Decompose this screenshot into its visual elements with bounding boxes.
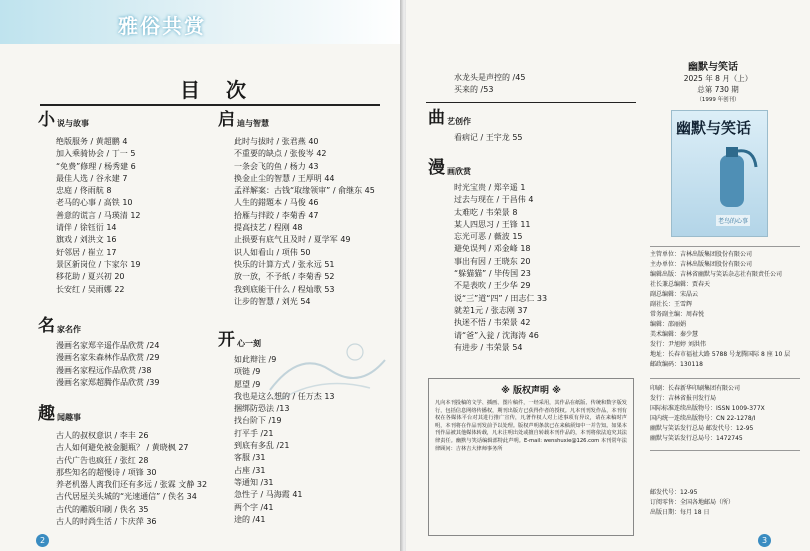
info-block-editorial (650, 250, 790, 370)
list-item[interactable]: 快乐的计算方式 / 张永远 51 (234, 259, 335, 269)
list-item[interactable]: 到底有多乱 /21 (234, 441, 290, 451)
header-banner (0, 0, 404, 44)
list-item[interactable]: 孟祥解案：古钱“取缘领审” / 俞继东 45 (234, 186, 375, 196)
title-rule (40, 104, 380, 106)
list-item[interactable]: 急性子 / 马海霞 41 (234, 490, 303, 500)
trivia-list (56, 430, 207, 528)
list-item[interactable]: 买来的 /53 (454, 85, 494, 95)
list-item[interactable]: 不是表吹 / 王少华 29 (454, 281, 531, 291)
list-item[interactable]: 忘光可恶 / 薇波 15 (454, 232, 523, 242)
fun-list (234, 354, 335, 526)
comics-list (454, 182, 547, 354)
list-item[interactable]: 提高技艺 / 程刚 48 (234, 223, 303, 233)
list-item[interactable]: 请伴 / 徐钰衍 14 (56, 223, 117, 233)
issue-date: 2025 年 8 月（上） (683, 74, 753, 83)
info-line-item: 社长兼总编辑：贾春天 (650, 281, 711, 288)
info-line-item: 主办单位：吉林出版集团股份有限公司 (650, 261, 753, 268)
list-item[interactable]: 有进步 / 韦荣景 54 (454, 342, 523, 352)
list-item[interactable]: 善意的谎言 / 马瑛清 12 (56, 210, 141, 220)
cover-logo: 幽默与笑话 (676, 119, 752, 137)
list-item[interactable]: 景区新岗位 / 卞家尔 19 (56, 259, 141, 269)
list-item[interactable]: 项链 /9 (234, 367, 261, 377)
list-item[interactable]: 人生的錯題本 / 马俊 46 (234, 198, 319, 208)
list-item[interactable]: “免费”修理 / 杨秀建 6 (56, 161, 136, 171)
list-item[interactable]: 找台阶下 /19 (234, 416, 282, 426)
list-item[interactable]: 不重要的缺点 / 张俊岑 42 (234, 149, 327, 159)
divider (650, 246, 800, 247)
info-line-item: 印刷：长春新华印刷集团有限公司 (650, 385, 741, 392)
list-item[interactable]: 识人如看山 / 项伟 50 (234, 247, 311, 257)
opera-list (454, 132, 523, 144)
info-line-item: 出版日期：每月 18 日 (650, 509, 710, 516)
info-line-item: 幽默与笑话发行总局号：1472745 (650, 435, 743, 442)
list-item[interactable]: 水龙头是声控的 /45 (454, 73, 526, 82)
list-item[interactable]: 愿望 /9 (234, 379, 261, 389)
list-item[interactable]: 旗戏 / 刘洪文 16 (56, 235, 117, 245)
cover-thumbnail[interactable] (671, 110, 768, 237)
list-item[interactable]: 漫画名家朱森林作品欣赏 /29 (56, 353, 160, 363)
copyright-notice (428, 378, 634, 536)
section-header-fiction: 小 说与故事 (38, 110, 89, 130)
copyright-body: 凡向本刊投稿的文学、插画、图片稿件，一经采用，其作品在纸版、传统和数字版发行，包括信息网络传播权，期刊出版方已获得作者的授权。凡本刊刊发作品，本刊有权在各媒体平台对其进行推广宣传，凡著作权人对上述事项有异议，请在来稿时声明，本刊将在作品刊发前予以处理。版权声明条款已在来稿须知中一并告知。如果本刊作品被其他媒体转载，凡未注明出处或擅自转载本刊作品的，本刊将依法追究其法律责任。幽默与笑话编辑部特此声明。E-mail: wenshuxie@126.com 本刊常年法律顾问：吉林吉大律师事务所 (435, 400, 627, 452)
info-line-item: 幽默与笑话发行总局 邮发代号：12-95 (650, 425, 754, 432)
masters-list (56, 340, 159, 389)
divider (650, 378, 800, 379)
list-item[interactable]: 占座 /31 (234, 465, 266, 475)
section-header-opera: 曲 艺创作 (428, 108, 471, 128)
list-item[interactable]: 漫画名家郑辛遥作品欣赏 /24 (56, 341, 160, 350)
list-item[interactable]: 太难吃 / 韦荣景 8 (454, 207, 518, 217)
section-header-masters: 名 家名作 (38, 316, 81, 336)
list-item[interactable]: 时光宝贵 / 郑辛遥 1 (454, 183, 526, 192)
list-item[interactable]: 移花助 / 夏兴初 20 (56, 272, 125, 282)
list-item[interactable]: 避免误判 / 邓金峰 18 (454, 244, 531, 254)
info-line-item: 发行：尹旭婷 刘洪伟 (650, 341, 706, 348)
list-item[interactable]: 就差1元 / 张志刚 37 (454, 305, 528, 315)
founded-year: （1999 年创刊） (696, 97, 740, 103)
list-item[interactable]: 等通知 /31 (234, 477, 274, 487)
section-header-wisdom: 启 迪与智慧 (218, 110, 269, 130)
issue-number: 总第 730 期 (697, 85, 739, 94)
copyright-title: ※ 版权声明 ※ (501, 386, 561, 396)
info-block-distribution (650, 488, 734, 518)
banner-title: 雅俗共赏 (118, 14, 206, 38)
list-item[interactable]: 如此辩注 /9 (234, 355, 277, 364)
section-header-fun: 开 心一刻 (218, 330, 261, 350)
cover-caption: 老鸟的心事 (716, 215, 750, 226)
list-item[interactable]: 忠庭 / 佟雨航 8 (56, 186, 112, 196)
wisdom-list (234, 136, 375, 308)
list-item[interactable]: 换金止尘的智慧 / 王厚明 44 (234, 173, 335, 183)
list-item[interactable]: 过去与现在 / 于昌伟 4 (454, 195, 534, 205)
info-line-item: 副总编辑：宋晶云 (650, 291, 699, 298)
info-line-item: 订阅零售：全国各地邮局（所） (650, 499, 735, 506)
left-page (0, 0, 404, 551)
list-item[interactable]: 漫画名家郑超腾作品欣赏 /39 (56, 377, 160, 387)
list-item[interactable]: 事出有因 / 王晓东 20 (454, 256, 531, 266)
list-item[interactable]: 止损要有底气且及时 / 夏学军 49 (234, 235, 351, 245)
toc-title: 目次 (180, 78, 272, 102)
list-item[interactable]: 漫画名家程远作品欣赏 /38 (56, 365, 152, 375)
list-item[interactable]: 放一放，不予纸 / 李菊香 52 (234, 272, 335, 282)
list-item[interactable]: 古代的雕版印刷 / 佚名 35 (56, 504, 149, 514)
magazine-title: 幽默与笑话 (688, 62, 738, 73)
page-number-right: 3 (758, 534, 771, 547)
list-item[interactable]: 两个字 /41 (234, 502, 274, 512)
page-number-left: 2 (36, 534, 49, 547)
list-item[interactable]: 古人的叔权意识 / 李丰 26 (56, 431, 149, 440)
list-item[interactable]: 好邻居 / 崔立 17 (56, 247, 117, 257)
info-line-item: 邮政编码：130118 (650, 361, 703, 368)
list-item[interactable]: 途的 /41 (234, 514, 266, 524)
list-item[interactable]: 那些知名的超慢诗 / 项锋 30 (56, 467, 157, 477)
list-item[interactable]: 古人如何避免被金腿瓶？ / 黄晓枫 27 (56, 443, 189, 453)
list-item[interactable]: 让步的智慧 / 刘光 54 (234, 296, 311, 306)
list-item[interactable]: 看病记 / 王宇龙 55 (454, 133, 523, 142)
info-line-item: 发行：吉林省报刊发行局 (650, 395, 717, 402)
list-item[interactable]: 古人的时尚生活 / 卞庆萍 36 (56, 517, 157, 527)
column-rule (426, 102, 636, 103)
info-block-publishing (650, 384, 765, 444)
right-page (406, 0, 810, 551)
info-line-item: 常务副主编：周春悦 (650, 311, 705, 318)
list-item[interactable]: 老马的心事 / 高铁 10 (56, 198, 133, 208)
list-item[interactable]: 古代居屋关头城的“光速通信” / 佚名 34 (56, 492, 197, 502)
info-line-item: 国内统一连续出版物号：CN 22-1278/I (650, 415, 756, 422)
list-item[interactable]: 我也是这么想的 / 任万杰 13 (234, 391, 335, 401)
list-item[interactable]: 执迷不悟 / 韦荣景 42 (454, 318, 531, 328)
list-item[interactable]: 绝版服务 / 黄超鹏 4 (56, 137, 128, 146)
list-item[interactable]: “躲猫猫” / 毕传国 23 (454, 269, 531, 279)
info-line-item: 编辑出版：吉林省幽默与笑话杂志社有限责任公司 (650, 271, 783, 278)
info-line-item: 地址：长春市福祉大路 5788 号龙腾国际 8 座 10 层 (650, 351, 791, 358)
list-item[interactable]: 我到底能干什么 / 程灿歌 53 (234, 284, 335, 294)
list-item[interactable]: 捆绑防恐法 /13 (234, 404, 290, 414)
list-item[interactable]: 最佳人选 / 谷永建 7 (56, 173, 128, 183)
list-item[interactable]: 请“爸”入瓮 / 沈海涛 46 (454, 330, 539, 340)
list-item[interactable]: 养老机器人离我们还有多远 / 张霖 文静 32 (56, 480, 208, 490)
info-line-item: 主管单位：吉林出版集团股份有限公司 (650, 251, 753, 258)
info-line-item: 国际标准连续出版物号：ISSN 1009-377X (650, 405, 765, 412)
fire-extinguisher-illustration (702, 141, 762, 211)
info-line-item: 美术编辑：秦少慧 (650, 331, 699, 338)
list-item[interactable]: 一条会飞的鱼 / 杨力 43 (234, 161, 319, 171)
list-item[interactable]: 打平手 /21 (234, 428, 274, 438)
list-item[interactable]: 古代广告也疯狂 / 张红 28 (56, 455, 149, 465)
fiction-list (56, 136, 141, 296)
continued-list (454, 72, 525, 97)
info-line-item: 编辑：邵丽娟 (650, 321, 687, 328)
divider (650, 450, 800, 451)
section-header-trivia: 趣 闻趣事 (38, 404, 81, 424)
list-item[interactable]: 某人四思习 / 王锋 11 (454, 219, 531, 229)
list-item[interactable]: 此时与拔时 / 张君燕 40 (234, 137, 319, 146)
info-line-item: 副社长：王雪辉 (650, 301, 693, 308)
section-header-comics: 漫 画欣赏 (428, 158, 471, 178)
list-item[interactable]: 拾雁与拌跤 / 李菊香 47 (234, 210, 319, 220)
list-item[interactable]: 说“三”道“四” / 田志仁 33 (454, 293, 548, 303)
list-item[interactable]: 长安红 / 吴雨娜 22 (56, 284, 125, 294)
list-item[interactable]: 加入乘骑协会 / 丁一 5 (56, 149, 136, 159)
list-item[interactable]: 客服 /31 (234, 453, 266, 463)
info-line-item: 邮发代号：12-95 (650, 489, 698, 496)
